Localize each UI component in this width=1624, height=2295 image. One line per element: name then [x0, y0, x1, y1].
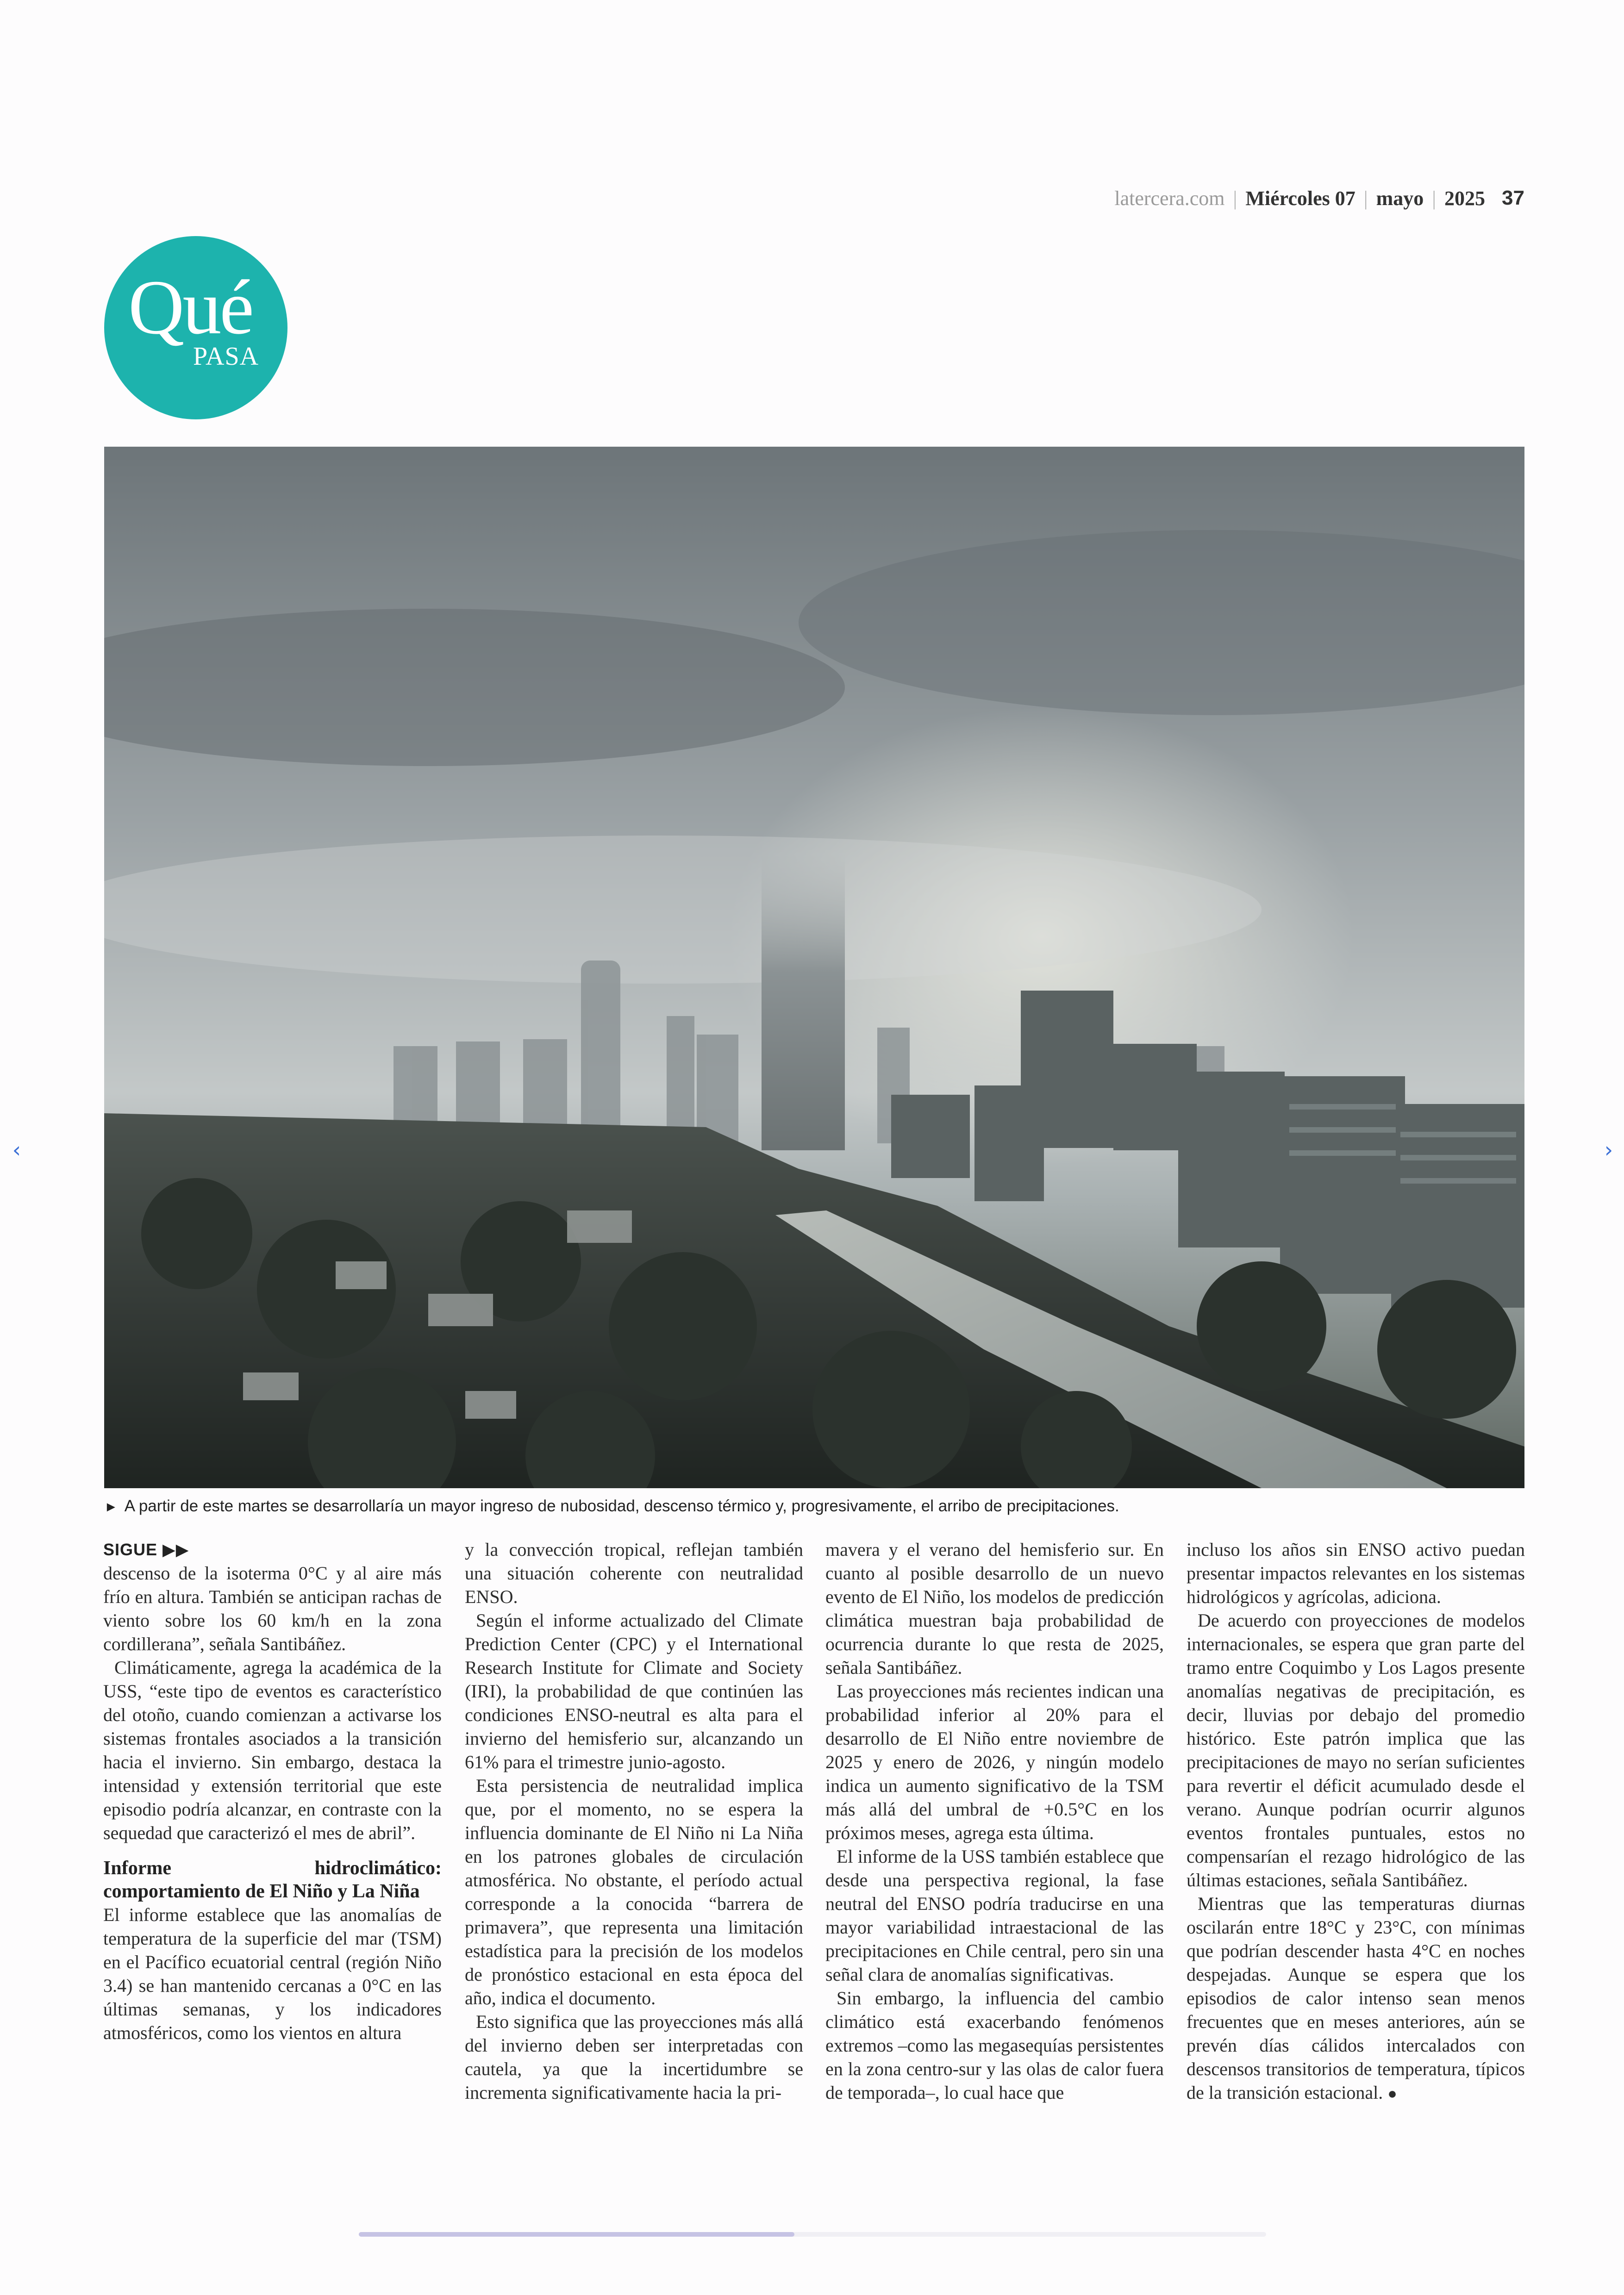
paragraph: Esta persistencia de neutralidad implica que, por el momento, no se espera la influencia dominante de El Niño ni La Niña en los patrones globales de circulación atmosférica. No obstante, el período actual corresponde a la conocida “barrera de primavera”, que representa una limitación estadística para la precisión de los modelos de pronóstico estacional en esta época del año, indica el documento.: [465, 1775, 803, 2008]
paragraph-text: Mientras que las temperaturas diurnas oscilarán entre 18°C y 23°C, con mínimas que podrían descender hasta 4°C en noches despejadas. Aunque se espera que los episodios de calor intenso sean menos frecuentes que en meses anteriores, aún se prevén días cálidos intercalados con descensos transitorios de temperatura, típicos de la transición estacional.: [1187, 1893, 1525, 2103]
section-logo-title: Qué: [128, 264, 252, 350]
paragraph: y la convección tropical, reflejan también una situación coherente con neutralidad ENSO.: [465, 1539, 803, 1607]
header-separator: |: [1363, 187, 1368, 210]
paragraph: Sin embargo, la influencia del cambio climático está exacerbando fenómenos extremos –como las megasequías persistentes en la zona centro-sur y las olas de calor fuera de temporada–, lo cual hace que: [825, 1988, 1164, 2103]
paragraph: Esto significa que las proyecciones más allá del invierno deben ser interpretadas con cautela, ya que la incertidumbre se incrementa significativamente hacia la pri-: [465, 2011, 803, 2103]
next-page-icon[interactable]: ›: [1604, 1137, 1613, 1162]
header-separator: |: [1432, 187, 1437, 210]
end-mark-icon: ●: [1387, 2085, 1397, 2102]
header-day: Miércoles 07: [1245, 187, 1355, 210]
previous-page-icon[interactable]: ‹: [12, 1137, 21, 1162]
article-photo: [104, 447, 1524, 1488]
paragraph: El informe de la USS también establece que desde una perspectiva regional, la fase neutral del ENSO podría traducirse en una mayor variabilidad intraestacional de las precipitaciones en Chile central, pero sin una señal clara de anomalías significativas.: [825, 1846, 1164, 1985]
paragraph: El informe establece que las anomalías de temperatura de la superficie del mar (TSM) en el Pacífico ecuatorial central (región Niño 3.4) se han mantenido cercanas a 0°C en las últimas semanas, y los indicadores atmosféricos, como los vientos en altura: [103, 1904, 442, 2043]
photo-caption: [104, 1497, 1524, 1515]
reading-progress-bar[interactable]: [359, 2232, 1266, 2237]
section-logo-subtitle: PASA: [193, 342, 259, 371]
section-logo: [104, 236, 287, 419]
article-column-4: [1187, 1538, 1525, 2106]
paragraph: mavera y el verano del hemisferio sur. En cuanto al posible desarrollo de un nuevo evento de El Niño, los modelos de predicción climática muestran baja probabilidad de ocurrencia durante lo que resta de 2025, señala Santibáñez.: [825, 1539, 1164, 1678]
page-header: [1114, 184, 1524, 212]
reading-progress-fill: [359, 2232, 794, 2237]
continued-label: SIGUE ▶▶: [103, 1540, 189, 1559]
paragraph: descenso de la isoterma 0°C y al aire más frío en altura. También se anticipan rachas de viento sobre los 60 km/h en la zona cordillerana”, señala Santibáñez.: [103, 1563, 442, 1654]
paragraph: Climáticamente, agrega la académica de la USS, “este tipo de eventos es característico del otoño, cuando comienzan a activarse los sistemas frontales asociados a la transición hacia el invierno. Sin embargo, destaca la intensidad y extensión territorial que este episodio podría alcanzar, en contraste con la sequedad que caracterizó el mes de abril”.: [103, 1657, 442, 1843]
site-name: latercera.com: [1114, 187, 1225, 210]
article-column-3: [825, 1538, 1164, 2104]
header-month: mayo: [1376, 187, 1424, 210]
paragraph: De acuerdo con proyecciones de modelos internacionales, se espera que gran parte del tramo entre Coquimbo y Los Lagos presente anomalías negativas de precipitación, es decir, lluvias por debajo del promedio histórico. Este patrón implica que las precipitaciones de mayo no serían suficientes para revertir el déficit acumulado desde el verano. Aunque podrían ocurrir algunos eventos frontales puntuales, estos no compensarían el rezago hidrológico de las últimas estaciones, señala Santibáñez.: [1187, 1610, 1525, 1890]
header-separator: |: [1233, 187, 1237, 210]
caption-marker-icon: ►: [104, 1499, 118, 1515]
header-year: 2025: [1444, 187, 1486, 210]
paragraph: incluso los años sin ENSO activo puedan presentar impactos relevantes en los sistemas hidrológicos y agrícolas, adiciona.: [1187, 1539, 1525, 1607]
paragraph: Las proyecciones más recientes indican una probabilidad inferior al 20% para el desarrollo de El Niño entre noviembre de 2025 y enero de 2026, y ningún modelo indica un aumento significativo de la TSM más allá del umbral de +0.5°C en los próximos meses, agrega esta última.: [825, 1681, 1164, 1843]
paragraph: Según el informe actualizado del Climate Prediction Center (CPC) y el International Research Institute for Climate and Society (IRI), la probabilidad de que continúen las condiciones ENSO-neutral es alta para el invierno del hemisferio sur, alcanzando un 61% para el trimestre junio-agosto.: [465, 1610, 803, 1772]
page-number: 37: [1502, 187, 1524, 209]
paragraph: [1187, 1892, 1525, 2106]
section-subhead: Informe hidroclimático: comportamiento de El Niño y La Niña: [103, 1858, 442, 1902]
article-column-2: [465, 1538, 803, 2104]
article-column-1: [103, 1538, 442, 2045]
caption-text: A partir de este martes se desarrollaría un mayor ingreso de nubosidad, descenso térmico y, progresivamente, el arribo de precipitaciones.: [124, 1497, 1119, 1515]
city-fog-photo: [104, 447, 1524, 1488]
